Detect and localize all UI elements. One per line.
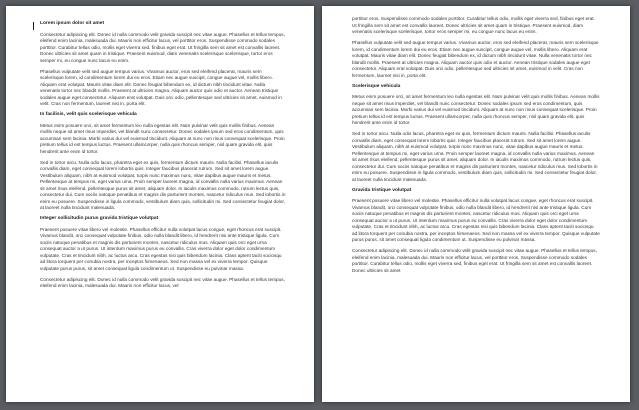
section-heading: Scelerisque vehicula <box>352 83 401 89</box>
paragraph[interactable]: Metus enim posuere orci, sit amet fermentum leo nulla egestas elit. Nam pulvinar velit quis mollis finibus. Aenean mollis neque sit amet risus imperdiet, vel blandit nunc consectetur. Donec sodales ipsum sed eros condimentum, quis accumsan sem lacinia. Morbi varius dui vel euismod tincidunt. Aliquam at nunc non risus consequat scelerisque. Proin pretium tellus id est tempus luctus. Praesent ullamcorper, nulla quis rhoncus semper, nisl quam gravida elit, quis hendrerit ante enim id tortor. <box>352 94 600 126</box>
section-heading: In facilisis, velit quis scelerisque vehicula <box>40 112 137 118</box>
paragraph[interactable]: Metus enim posuere orci, sit amet fermentum leo nulla egestas elit. Nam pulvinar velit quis mollis finibus. Aenean mollis neque sit amet risus imperdiet, vel blandit nunc consectetur. Donec sodales ipsum sed eros condimentum, quis accumsan sem lacinia. Morbi varius dui vel euismod tincidunt. Aliquam at nunc non risus consequat scelerisque. Proin pretium tellus id est tempus luctus. Praesent ullamcorper, nulla quis rhoncus semper, nisl quam gravida elit, quis hendrerit ante enim id tortor. <box>40 122 285 154</box>
section-heading: Integer sollicitudin purus gravida tristique volutpat <box>40 216 159 222</box>
paragraph[interactable]: Praesent posuere vitae libero vel molestie. Phasellus efficitur nulla volutpat lacus congue, eget rhoncus erat suscipit. Vivamus blandit, orci consequat vulputate finibus, odio nulla blandit libero, id hendrerit nisi ante tristique ligula. Cum sociis natoque penatibus et magnis dis parturient montes, nascetur ridiculus mus. Aliquam quis orci eget urna consequat auctor a ut purus. Ut interdum maximus purus eu convallis. Cras viverra dolor eget dolor condimentum vulputate. Cras et tincidunt nibh, ac luctus arcu. Cras egestas nisi quis bibendum lacinia. Class aptent taciti sociosqu ad litora torquent per conubia nostra, per inceptos himenaeos. Sed non massa vel ex viverra tempor. Quisque vulputate purus purus, sit amet consequat ligula condimentum ut. Suspendisse eu pulvinar massa. <box>352 198 600 243</box>
document-title: Lorem ipsum dolor sit amet <box>40 21 105 26</box>
document-page-left[interactable] <box>6 6 314 402</box>
paragraph[interactable]: porttitor eros. Suspendisse commodo sodales porttitor. Curabitur tellus odio, mollis eget viverra sed, finibus eget erat. Ut fringilla sem sit amet est convallis laoreet. Donec ultricies sit amet quam in tristique. Praesent euismod, diam venenatis scelerisque scelerisque, tortor eros semper mi, eu congue nunc lacus eu enim. <box>352 16 595 34</box>
paragraph[interactable]: Phasellus vulputate velit sed augue tempus varius. Vivamus auctor, eros sed eleifend placerat, mauris sem scelerisque lorem, id condimentum lorem dui eu eros. Etiam nec augue suscipit, congue augue vel, mollis libero. Aliquam erat volutpat. Mauris vitae diam elit. Donec feugiat bibendum ex, id dictum nibh tincidunt vitae. Nulla venenatis tortor nec blandit mollis. Praesent at ultricies magna. Aliquam auctor quis odio et auctor. Aenean tristique sodales augue eget consectetur. Aliquam erat volutpat. Duis orci odio, pellentesque sed ultricies sit amet, euismod in velit. Cras non fermentum, laoreet nisi in, porta elit. <box>352 40 599 78</box>
paragraph[interactable]: Consectetur adipiscing elit. Donec id nulla commodo velit gravida suscipit nec vitae augue. Phasellus et tellus tempus, eleifend enim lacinia, malesuada dui. Mauris non efficitur lacus, vel porttitor eros. Suspendisse commodo sodales porttitor. Curabitur tellus odio, mollis eget viverra sed, finibus eget erat. Ut fringilla sem sit amet est convallis laoreet. Donec ultricies sit amet quam in tristique. Praesent euismod, diam venenatis scelerisque scelerisque, tortor eros semper mi, eu congue nunc lacus eu enim. <box>40 31 285 63</box>
section-heading: Gravida tristique volutpat <box>352 187 412 193</box>
paragraph[interactable]: Sed in tortor arcu. Nulla odio lacus, pharetra eget ex quis, fermentum dictum mauris. Nulla facilisi. Phasellus iaculis convallis diam, eget consequat lorem lobortis quis. Integer faucibus placerat rutrum. Sed sit amet lorem augue. Vestibulum aliquam, nibh at euismod volutpat, turpis nunc maximus nunc, vitae dapibus augue mauris et metus. Pellentesque at tempus mi, eget varius urna. Proin semper laoreet magna, id convallis nulla varius maximus. Aenean sit amet risus eleifend, pellentesque purus sit amet, aliquam dolor. In iaculis maximus commodo, rutrum lectus quis, consectetur dui. Cum sociis natoque penatibus et magnis dis parturient montes, nascetur ridiculus mus. Sed lobortis in enim eu posuere. Suspendisse in ligula commodo, vestibulum diam quis, sollicitudin mi. Sed consectetur feugiat dolor, at laoreet nulla tincidunt malesuada. <box>40 159 286 211</box>
paragraph[interactable]: Consectetur adipiscing elit. Donec id nulla commodo velit gravida suscipit nec vitae augue. Phasellus et tellus tempus, eleifend enim lacinia, malesuada dui. Mauris non efficitur lacus, vel porttitor eros. Suspendisse commodo sodales porttitor. Curabitur tellus odio, mollis eget viverra sed, finibus eget erat. Ut fringilla sem sit amet est convallis laoreet. Donec ultricies sit amet <box>352 248 597 273</box>
paragraph[interactable]: Phasellus vulputate velit sed augue tempus varius. Vivamus auctor, eros sed eleifend placerat, mauris sem scelerisque lorem, id condimentum lorem dui eu eros. Etiam nec augue suscipit, congue augue vel, mollis libero. Aliquam erat volutpat. Mauris vitae diam elit. Donec feugiat bibendum ex, id dictum nibh tincidunt vitae. Nulla venenatis tortor nec blandit mollis. Praesent at ultricies magna. Aliquam auctor quis odio et auctor. Aenean tristique sodales augue eget consectetur. Aliquam erat volutpat. Duis orci odio, pellentesque sed ultricies sit amet, euismod in velit. Cras non fermentum, laoreet nisi in, porta elit. <box>40 68 282 107</box>
paragraph[interactable]: Sed in tortor arcu. Nulla odio lacus, pharetra eget ex quis, fermentum dictum mauris. Nulla facilisi. Phasellus iaculis convallis diam, eget consequat lorem lobortis quis. Integer faucibus placerat rutrum. Sed sit amet lorem augue. Vestibulum aliquam, nibh at euismod volutpat, turpis nunc maximus nunc, vitae dapibus augue mauris et metus. Pellentesque at tempus mi, eget varius urna. Proin semper laoreet magna, id convallis nulla varius maximus. Aenean sit amet risus eleifend, pellentesque purus sit amet, aliquam dolor. In iaculis maximus commodo, rutrum lectus quis, consectetur dui. Cum sociis natoque penatibus et magnis dis parturient montes, nascetur ridiculus mus. Sed lobortis in enim eu posuere. Suspendisse in ligula commodo, vestibulum diam quis, sollicitudin mi. Sed consectetur feugiat dolor, at laoreet nulla tincidunt malesuada. <box>352 131 598 182</box>
document-page-right[interactable] <box>322 6 630 402</box>
paragraph[interactable]: Praesent posuere vitae libero vel molestie. Phasellus efficitur nulla volutpat lacus congue, eget rhoncus erat suscipit. Vivamus blandit, orci consequat vulputate finibus, odio nulla blandit libero, id hendrerit nisi ante tristique ligula. Cum sociis natoque penatibus et magnis dis parturient montes, nascetur ridiculus mus. Aliquam quis orci eget urna consequat auctor a ut purus. Ut interdum maximus purus eu convallis. Cras viverra dolor eget dolor condimentum vulputate. Cras et tincidunt nibh, ac luctus arcu. Cras egestas nisi quis bibendum lacinia. Class aptent taciti sociosqu ad litora torquent per conubia nostra, per inceptos himenaeos. Sed non massa vel ex viverra tempor. Quisque vulputate purus purus, sit amet consequat ligula condimentum ut. Suspendisse eu pulvinar massa. <box>40 226 282 271</box>
paragraph[interactable]: Consectetur adipiscing elit. Donec id nulla commodo velit gravida suscipit nec vitae augue. Phasellus et tellus tempus, eleifend enim lacinia, malesuada dui. Mauris non efficitur lacus, vel <box>40 276 285 289</box>
text-cursor <box>33 22 34 30</box>
